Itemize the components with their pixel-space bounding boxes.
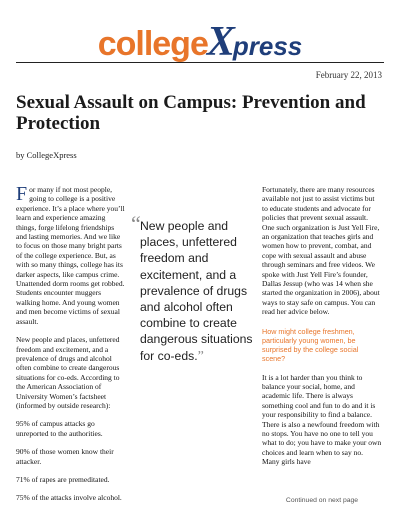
logo-press-text: press: [232, 31, 303, 61]
paragraph: 71% of rapes are premeditated.: [16, 474, 110, 484]
interview-question: How might college freshmen, particularly young women, be surprised by the college social scene?: [262, 326, 359, 364]
column-left: [16, 185, 126, 512]
logo-x-text: X: [206, 19, 235, 65]
article-title: Sexual Assault on Campus: Prevention and Protection: [16, 92, 366, 134]
paragraph: New people and places, unfettered freedom and excitement, and a prevalence of drugs and alcohol often combine to create dangerous situations for co-eds. According to the American Association of University Women’s factsheet (informed by outside research):: [16, 335, 120, 410]
open-quote-mark: “: [131, 211, 141, 236]
paragraph: 95% of campus attacks go unreported to the authorities.: [16, 419, 103, 438]
paragraph: 75% of the attacks involve alcohol.: [16, 493, 122, 503]
drop-cap: F: [16, 183, 28, 205]
pull-quote: [131, 211, 255, 365]
header-rule: [16, 62, 384, 63]
paragraph: It is a lot harder than you think to balance your social, home, and academic life. There is always something cool and fun to do and it is your responsibility to find a balance. There is also a newfound freedom with no stops. You have no one to tell you what to do; you have to make your own choices and learn when to say no. Many girls have: [262, 372, 382, 467]
paragraph: 90% of those women know their attacker.: [16, 447, 114, 466]
close-quote-mark: ”: [197, 348, 204, 364]
continued-note: Continued on next page: [285, 497, 359, 504]
publish-date: February 22, 2013: [315, 70, 382, 80]
paragraph: Fortunately, there are many resources available not just to assist victims but to educate students and advocate for policies that prevent sexual assault. One such organization is Just Yell Fire, an organization that teaches girls and women how to prevent, combat, and cope with sexual assault and abuse through seminars and free videos. We spoke with Just Yell Fire’s founder, Dallas Jessup (who was 14 when she started the organization in 2006), about ways to stay safe on campus. You can read her advice below.: [262, 185, 380, 317]
column-right: [262, 185, 382, 476]
logo-college-text: college: [97, 25, 208, 63]
pull-quote-text: New people and places, unfettered freedom and excitement, and a prevalence of drugs and alcohol often combine to create dangerous situations for co-eds.: [140, 219, 253, 363]
collegexpress-logo: [0, 18, 400, 65]
byline: by CollegeXpress: [16, 150, 77, 160]
paragraph: [16, 185, 126, 326]
paragraph-text: or many if not most people, going to college is a positive experience. It’s a place where you’ll learn and experience amazing things, forge lifelong friendships and lasting memories. And we like to focus on those many bright parts of the college experience. But, as with so many things, college has its darker aspects, like campus crime. Unattended dorm rooms get robbed. Students encounter muggers walking home. And young women and men become victims of sexual assault.: [16, 185, 125, 326]
